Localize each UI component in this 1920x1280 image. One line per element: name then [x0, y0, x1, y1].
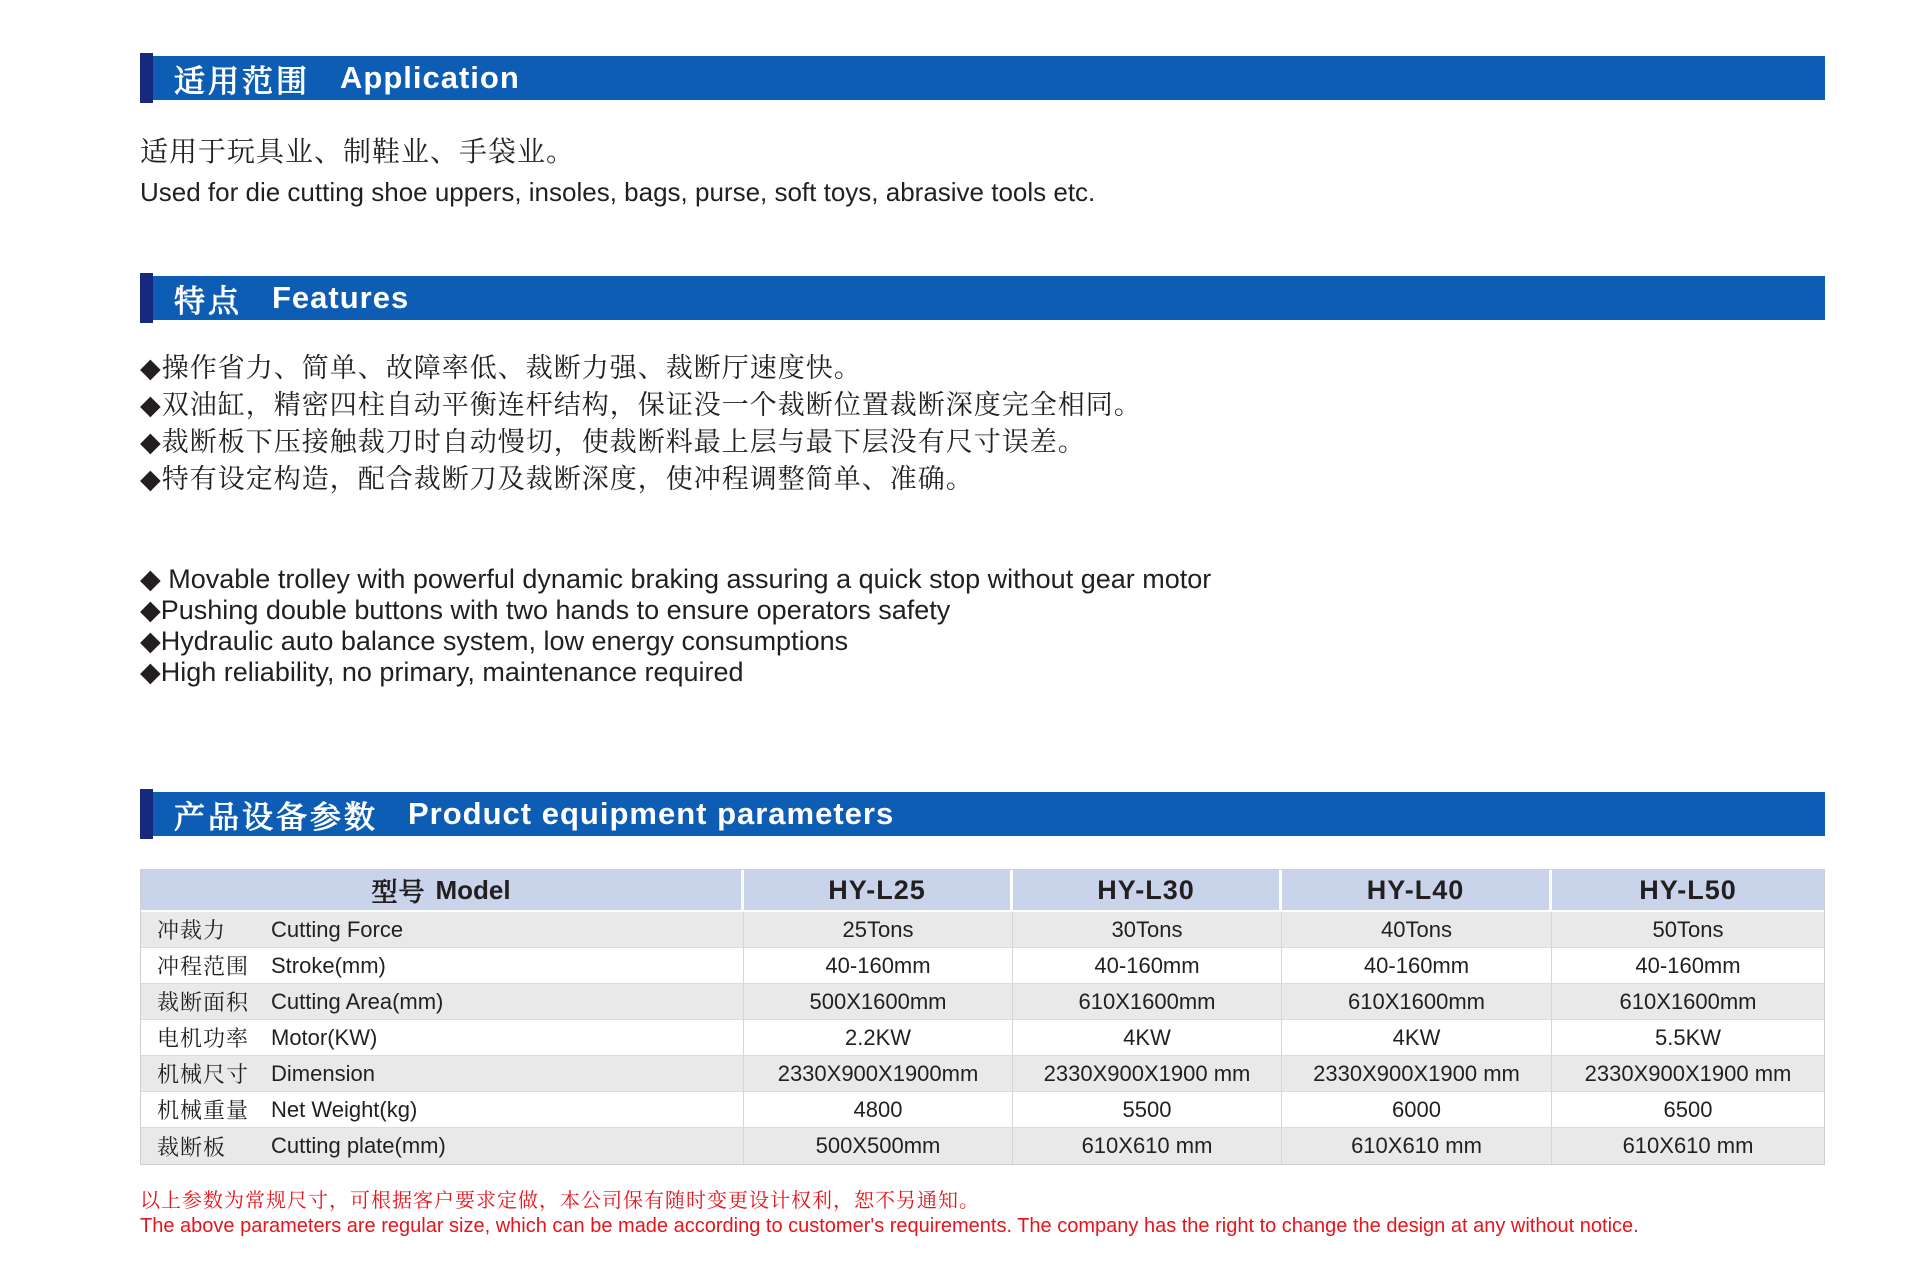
application-text-zh: 适用于玩具业、制鞋业、手袋业。: [140, 136, 576, 167]
row-label-en: Stroke(mm): [271, 952, 386, 978]
value-cell: 40-160mm: [1013, 948, 1282, 983]
value-cell: 5.5KW: [1654, 1024, 1722, 1050]
row-label-zh: 机械尺寸: [157, 1062, 250, 1087]
feature-bullet-en: ◆Pushing double buttons with two hands to ensure operators safety: [140, 595, 951, 625]
value-cell: 4KW: [1282, 1020, 1552, 1055]
table-row-net-weight: [141, 1092, 1824, 1128]
row-label-en: Cutting plate(mm): [271, 1133, 446, 1158]
value-cell: 610X610 mm: [1622, 1133, 1754, 1158]
value-cell: 2330X900X1900 mm: [1282, 1056, 1552, 1091]
table-row-cutting-force: [141, 912, 1824, 948]
row-label-cell: [141, 1056, 744, 1091]
bar-accent-block: [140, 273, 153, 323]
bar-accent-block: [140, 789, 153, 839]
value-cell: 40-160mm: [744, 948, 1013, 983]
row-label-cell: [141, 1128, 744, 1164]
value-cell: 610X1600mm: [1282, 984, 1552, 1019]
row-label-cell: [141, 1092, 744, 1127]
value-cell: 500X500mm: [744, 1128, 1013, 1164]
row-label-zh: 冲程范围: [157, 954, 250, 979]
row-label-cell: [141, 984, 744, 1019]
table-header-row: [141, 870, 1824, 912]
value-cell: 2.2KW: [744, 1020, 1013, 1055]
value-cell: 5500: [1013, 1092, 1282, 1127]
row-label-zh: 裁断面积: [157, 990, 250, 1015]
table-row-dimension: [141, 1056, 1824, 1092]
features-title-zh: 特点: [174, 283, 242, 319]
row-label-en: Cutting Area(mm): [271, 988, 444, 1014]
application-section-bar: [140, 56, 1825, 100]
parameters-table: [140, 869, 1825, 1165]
value-cell: 40-160mm: [1282, 948, 1552, 983]
row-label-cell: [141, 948, 744, 983]
feature-bullet-en: ◆High reliability, no primary, maintenance required: [140, 657, 744, 687]
value-cell: 610X1600mm: [1619, 988, 1757, 1014]
features-title-en: Features: [272, 280, 410, 315]
application-text-en: Used for die cutting shoe uppers, insoles, bags, purse, soft toys, abrasive tools etc.: [140, 177, 1096, 207]
table-row-cutting-area: [141, 984, 1824, 1020]
table-row-motor: [141, 1020, 1824, 1056]
value-cell: 6500: [1663, 1096, 1713, 1122]
table-row-cutting-plate: [141, 1128, 1824, 1164]
feature-bullet-en: ◆ Movable trolley with powerful dynamic braking assuring a quick stop without gear motor: [140, 564, 1212, 594]
value-cell: 610X610 mm: [1013, 1128, 1282, 1164]
bar-accent-block: [140, 53, 153, 103]
model-header-en: Model: [435, 874, 511, 905]
row-label-zh: 机械重量: [157, 1098, 250, 1123]
value-cell: 4800: [744, 1092, 1013, 1127]
feature-bullet-zh: ◆特有设定构造，配合裁断刀及裁断深度，使冲程调整简单、准确。: [140, 464, 974, 494]
value-cell: 6000: [1282, 1092, 1552, 1127]
value-cell: 2330X900X1900 mm: [1013, 1056, 1282, 1091]
row-label-zh: 裁断板: [157, 1134, 227, 1160]
feature-bullet-zh: ◆裁断板下压接触裁刀时自动慢切，使裁断料最上层与最下层没有尺寸误差。: [140, 427, 1086, 457]
row-label-cell: [141, 912, 744, 947]
value-cell: 2330X900X1900mm: [744, 1056, 1013, 1091]
row-label-zh: 冲裁力: [157, 918, 227, 943]
value-cell: 610X1600mm: [1013, 984, 1282, 1019]
features-bullets-zh: [140, 350, 1825, 498]
features-bullets-en: [140, 564, 1825, 688]
value-cell: 50Tons: [1652, 916, 1724, 942]
model-column-header: HY-L40: [1282, 870, 1552, 910]
application-title-zh: 适用范围: [174, 63, 310, 99]
value-cell: 500X1600mm: [744, 984, 1013, 1019]
parameters-title-zh: 产品设备参数: [174, 799, 378, 835]
feature-bullet-zh: ◆操作省力、简单、故障率低、裁断力强、裁断厅速度快。: [140, 353, 862, 383]
disclaimer-note: [140, 1189, 1825, 1239]
feature-bullet-en: ◆Hydraulic auto balance system, low energy consumptions: [140, 626, 849, 656]
application-title-en: Application: [340, 60, 520, 95]
disclaimer-en: The above parameters are regular size, which can be made according to customer's requirements. The company has the right to change the design at any without notice.: [140, 1215, 1639, 1237]
value-cell: 30Tons: [1013, 912, 1282, 947]
parameters-title-en: Product equipment parameters: [408, 796, 895, 831]
row-label-en: Cutting Force: [271, 916, 404, 942]
value-cell: 40-160mm: [1635, 952, 1741, 978]
row-label-en: Dimension: [271, 1060, 375, 1086]
model-column-header: HY-L30: [1013, 870, 1282, 910]
model-header-zh: 型号: [371, 876, 426, 907]
model-column-header: HY-L25: [744, 870, 1013, 910]
value-cell: 4KW: [1013, 1020, 1282, 1055]
value-cell: 2330X900X1900 mm: [1584, 1060, 1792, 1086]
table-row-stroke: [141, 948, 1824, 984]
feature-bullet-zh: ◆双油缸，精密四柱自动平衡连杆结构，保证没一个裁断位置裁断深度完全相同。: [140, 390, 1142, 420]
features-section-bar: [140, 276, 1825, 320]
row-label-cell: [141, 1020, 744, 1055]
value-cell: 610X610 mm: [1282, 1128, 1552, 1164]
model-column-header: HY-L50: [1552, 870, 1824, 910]
value-cell: 40Tons: [1282, 912, 1552, 947]
disclaimer-zh: 以上参数为常规尺寸，可根据客户要求定做，本公司保有随时变更设计权利，恕不另通知。: [140, 1190, 980, 1212]
model-header-cell: [141, 870, 744, 910]
row-label-en: Motor(KW): [271, 1024, 378, 1050]
parameters-section-bar: [140, 792, 1825, 836]
row-label-zh: 电机功率: [157, 1026, 250, 1051]
value-cell: 25Tons: [744, 912, 1013, 947]
row-label-en: Net Weight(kg): [271, 1096, 418, 1122]
